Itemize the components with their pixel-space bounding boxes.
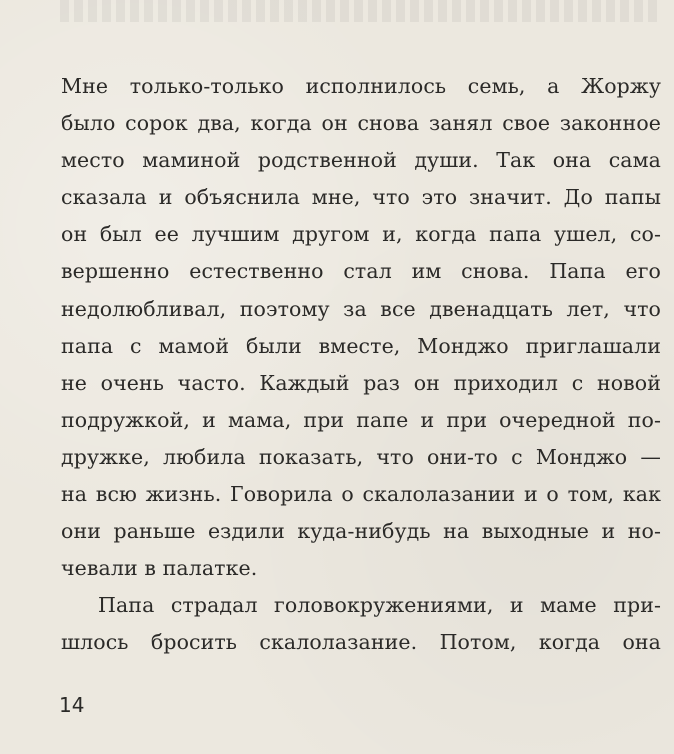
text-line: они раньше ездили куда-нибудь на выходные и но- — [61, 519, 661, 544]
text-line: сказала и объяснила мне, что это значит. До папы — [61, 185, 661, 210]
text-line: на всю жизнь. Говорила о скалолазании и о том, как — [61, 482, 661, 507]
text-line: вершенно естественно стал им снова. Папа его — [61, 259, 661, 284]
paragraph-1 — [61, 68, 661, 587]
text-line: Мне только-только исполнилось семь, а Жоржу — [61, 74, 661, 98]
text-line: было сорок два, когда он снова занял свое законное — [61, 111, 661, 136]
text-line: не очень часто. Каждый раз он приходил с новой — [61, 370, 661, 395]
text-line: чевали в палатке. — [61, 556, 258, 581]
body-text — [61, 68, 661, 662]
bleed-through-text — [60, 0, 660, 22]
text-line: он был ее лучшим другом и, когда папа ушел, со- — [61, 222, 661, 247]
text-line: папа с мамой были вместе, Монджо приглашали — [61, 333, 661, 358]
text-line: шлось бросить скалолазание. Потом, когда она — [61, 630, 661, 655]
text-line: недолюбливал, поэтому за все двенадцать лет, что — [61, 296, 661, 321]
text-line: Папа страдал головокружениями, и маме при- — [98, 593, 661, 618]
text-line: подружкой, и мама, при папе и при очередной по- — [61, 407, 661, 432]
page-number: 14 — [59, 693, 85, 717]
text-line: место маминой родственной души. Так она сама — [61, 148, 661, 173]
paragraph-2 — [61, 587, 661, 661]
text-line: дружке, любила показать, что они-то с Монджо — — [61, 444, 661, 469]
